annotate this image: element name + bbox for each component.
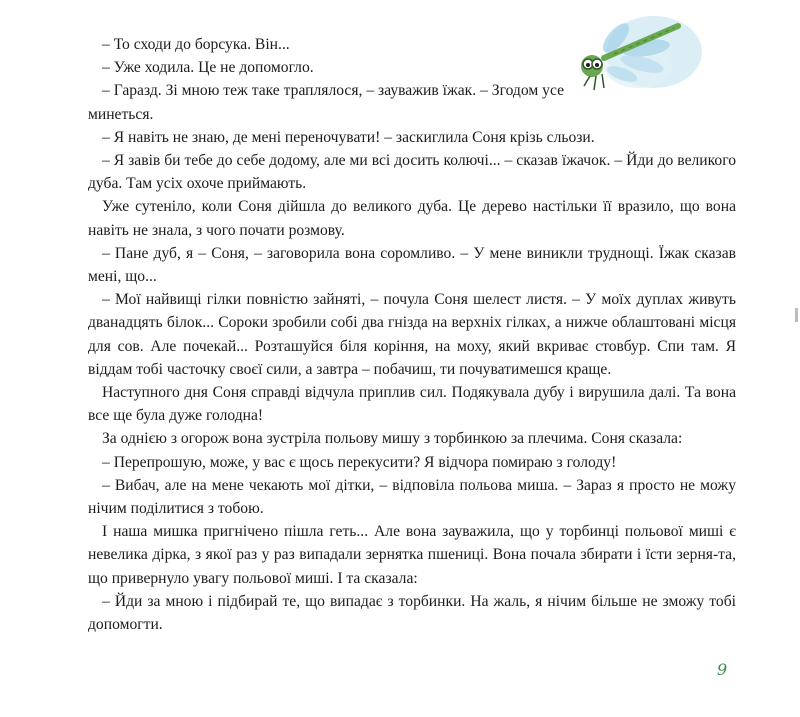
- story-text: [88, 33, 736, 636]
- paragraph: – Мої найвищі гілки повністю зайняті, – почула Соня шелест листя. – У моїх дуплах живуть дванадцять білок... Сороки зробили собі два гнізда на верхніх гілках, а нижче облаштовані місця для сов. Але почекай... Розташуйся біля коріння, на моху, який вкриває стовбур. Спи там. Я віддам тобі часточку своєї сили, а завтра – побачиш, ти почуватимешся краще.: [88, 291, 736, 378]
- page-edge-mark: [795, 308, 798, 322]
- page-number: 9: [717, 660, 728, 679]
- paragraph: – Пане дуб, я – Соня, – заговорила вона соромливо. – У мене виникли труднощі. Їжак сказав мені, що...: [88, 244, 736, 286]
- paragraph: – Уже ходила. Це не допомогло.: [102, 59, 314, 77]
- paragraph: – То сходи до борсука. Він...: [102, 36, 290, 53]
- paragraph: І наша мишка пригнічено пішла геть... Але вона зауважила, що у торбинці польової миші є невелика дірка, з якої раз у раз випадали зернятка пшениці. Вона почала збирати і їсти зерня-та, що привернуло увагу польової миші. І та сказала:: [88, 523, 736, 587]
- paragraph: – Вибач, але на мене чекають мої дітки, – відповіла польова миша. – Зараз я просто не можу нічим поділитися з тобою.: [88, 476, 736, 518]
- paragraph: Наступного дня Соня справді відчула приплив сил. Подякувала дубу і вирушила далі. Та вона все ще була дуже голодна!: [88, 384, 736, 425]
- paragraph: За однією з огорож вона зустріла польову мишу з торбинкою за плечима. Соня сказала:: [102, 430, 683, 448]
- paragraph: – Перепрошую, може, у вас є щось перекусити? Я відчора помираю з голоду!: [102, 453, 617, 471]
- paragraph: – Йди за мною і підбирай те, що випадає з торбинки. На жаль, я нічим більше не зможу тобі допомогти.: [88, 592, 736, 634]
- paragraph: – Я навіть не знаю, де мені переночувати! – заскиглила Соня крізь сльози.: [102, 128, 595, 146]
- paragraph: Уже сутеніло, коли Соня дійшла до великого дуба. Це дерево настільки її вразило, що вона навіть не знала, з чого почати розмову.: [88, 198, 736, 239]
- paragraph: – Я завів би тебе до себе додому, але ми всі досить колючі... – сказав їжачок. – Йди до великого дуба. Там усіх охоче приймають.: [88, 152, 736, 193]
- paragraph: – Гаразд. Зі мною теж таке траплялося, – зауважив їжак. – Згодом усе минеться.: [88, 82, 564, 123]
